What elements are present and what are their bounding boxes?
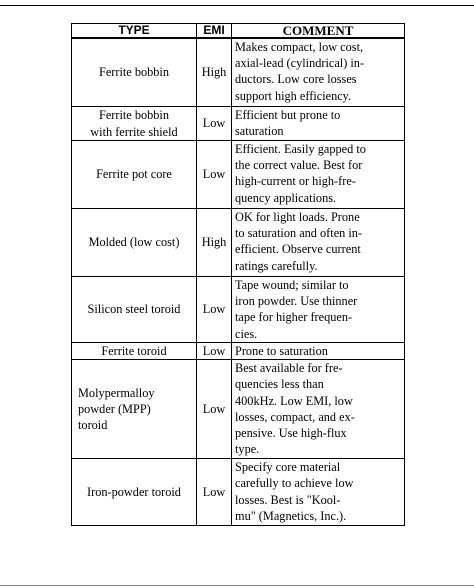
comment-line: Specify core material xyxy=(235,460,341,475)
core-type-table xyxy=(71,23,405,526)
cell-comment xyxy=(232,459,405,526)
comment-line: pensive. Use high-flux xyxy=(235,426,347,441)
comment-line: Tape wound; similar to xyxy=(235,278,349,292)
cell-emi: Low xyxy=(197,277,232,343)
cell-emi: High xyxy=(197,38,232,107)
table-row xyxy=(72,107,405,141)
cell-emi: Low xyxy=(197,459,232,526)
cell-comment xyxy=(232,107,405,141)
comment-line: Best available for fre- xyxy=(235,361,343,376)
comment-line: Efficient. Easily gapped to xyxy=(235,142,366,156)
cell-type: Molded (low cost) xyxy=(72,209,197,277)
cell-type: Iron-powder toroid xyxy=(72,459,197,526)
cell-comment xyxy=(232,141,405,209)
table-row xyxy=(72,209,405,277)
comment-line: Efficient but prone to xyxy=(235,108,341,122)
comment-line: losses. Best is "Kool- xyxy=(235,492,341,507)
comment-line: carefully to achieve low xyxy=(235,476,354,491)
comment-line: to saturation and often in- xyxy=(235,226,363,241)
top-rule xyxy=(0,5,474,6)
comment-line: high-current or high-fre- xyxy=(235,174,356,189)
type-line: Ferrite bobbin xyxy=(98,108,169,123)
cell-comment xyxy=(232,209,405,277)
table-row xyxy=(72,343,405,360)
comment-line: iron powder. Use thinner xyxy=(235,294,358,309)
comment-line: Prone to saturation xyxy=(235,344,328,358)
comment-line: tape for higher frequen- xyxy=(235,310,353,325)
table-row xyxy=(72,459,405,526)
comment-line: ratings carefully. xyxy=(235,258,318,273)
cell-type: Silicon steel toroid xyxy=(72,277,197,343)
cell-comment xyxy=(232,343,405,360)
comment-line: cies. xyxy=(235,326,258,341)
comment-line: the correct value. Best for xyxy=(235,158,363,173)
type-line: with ferrite shield xyxy=(90,124,178,139)
cell-emi: High xyxy=(197,209,232,277)
cell-emi: Low xyxy=(197,107,232,141)
comment-line: Makes compact, low cost, xyxy=(235,40,364,54)
comment-line: losses, compact, and ex- xyxy=(235,409,355,424)
comment-line: type. xyxy=(235,442,260,457)
table-row xyxy=(72,38,405,107)
comment-line: 400kHz. Low EMI, low xyxy=(235,393,353,408)
cell-type xyxy=(72,360,197,459)
cell-comment xyxy=(232,38,405,107)
cell-comment xyxy=(232,360,405,459)
comment-line: mu" (Magnetics, Inc.). xyxy=(235,508,347,523)
cell-comment xyxy=(232,277,405,343)
header-type: TYPE xyxy=(72,24,197,39)
header-row xyxy=(72,24,405,39)
cell-emi: Low xyxy=(197,141,232,209)
table-row xyxy=(72,277,405,343)
comment-line: quencies less than xyxy=(235,377,324,392)
table-row xyxy=(72,141,405,209)
cell-type xyxy=(72,107,197,141)
type-line: Molypermalloy xyxy=(78,385,155,400)
bottom-rule xyxy=(0,585,474,586)
cell-type: Ferrite bobbin xyxy=(72,38,197,107)
type-line: powder (MPP) xyxy=(78,402,151,417)
header-comment: COMMENT xyxy=(232,24,405,39)
comment-line: quency applications. xyxy=(235,190,337,205)
table-row xyxy=(72,360,405,459)
cell-emi: Low xyxy=(197,360,232,459)
comment-line: efficient. Observe current xyxy=(235,242,361,257)
cell-emi: Low xyxy=(197,343,232,360)
comment-line: OK for light loads. Prone xyxy=(235,210,360,224)
comment-line: ductors. Low core losses xyxy=(235,72,357,87)
type-line: toroid xyxy=(78,418,108,433)
cell-type: Ferrite toroid xyxy=(72,343,197,360)
header-emi: EMI xyxy=(197,24,232,39)
comment-line: support high efficiency. xyxy=(235,88,352,103)
cell-type: Ferrite pot core xyxy=(72,141,197,209)
comment-line: axial-lead (cylindrical) in- xyxy=(235,56,365,71)
comment-line: saturation xyxy=(235,124,284,139)
